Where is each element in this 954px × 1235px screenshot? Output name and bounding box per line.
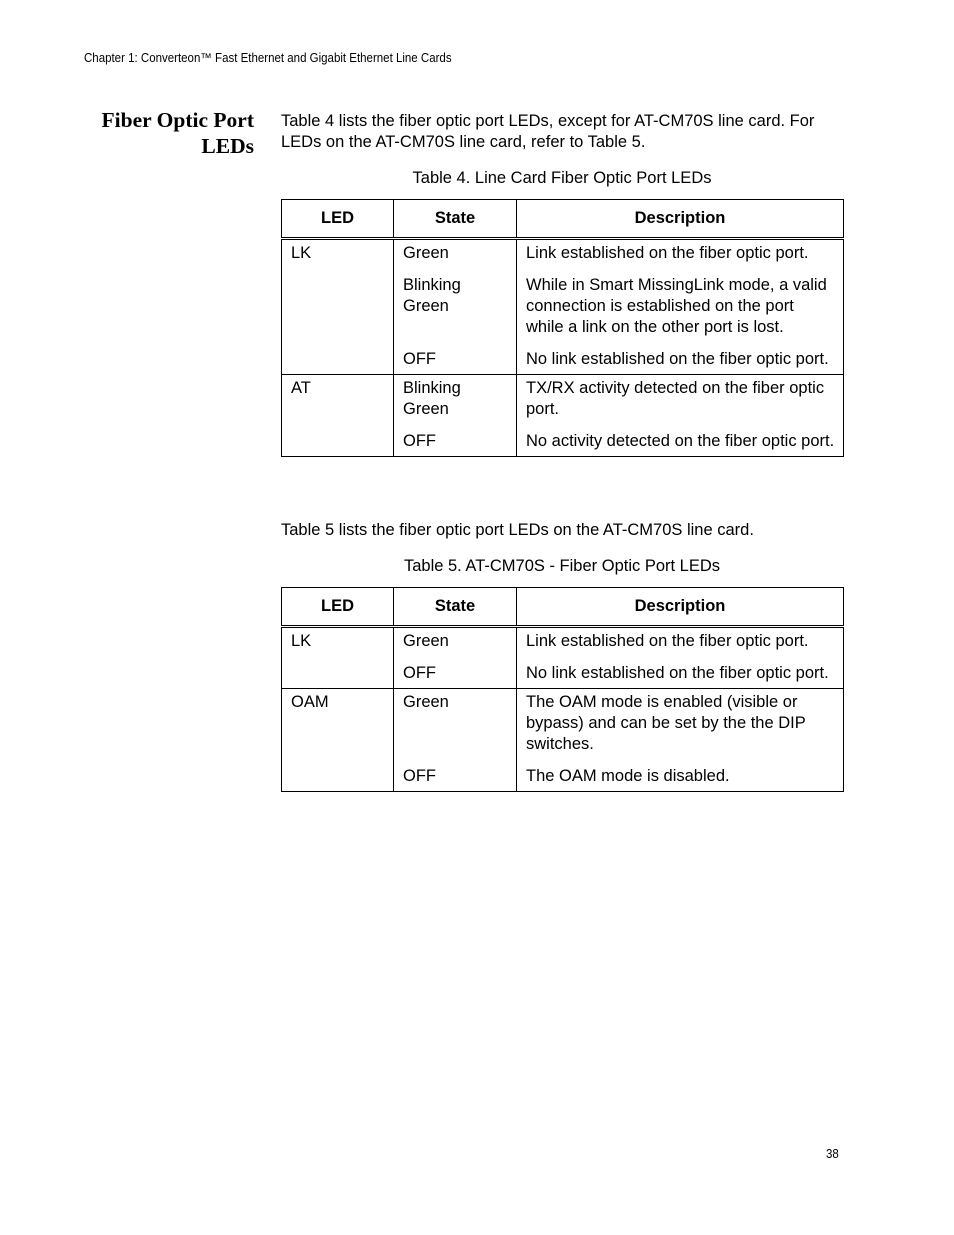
state-entry: OFF xyxy=(403,350,436,368)
state-cell xyxy=(394,375,517,457)
description-cell xyxy=(517,239,844,375)
state-entry: Green xyxy=(403,632,449,650)
section-title: Fiber Optic Port LEDs xyxy=(101,108,254,158)
description-cell xyxy=(517,627,844,689)
state-entry: Blinking Green xyxy=(403,276,461,315)
description-entry: No link established on the fiber optic port. xyxy=(526,664,829,682)
description-entry: The OAM mode is enabled (visible or bypass) and can be set by the the DIP switches. xyxy=(526,693,806,753)
column-header-state: State xyxy=(394,588,517,627)
description-entry: While in Smart MissingLink mode, a valid connection is established on the port while a link on the other port is lost. xyxy=(526,276,827,336)
description-entry: The OAM mode is disabled. xyxy=(526,767,730,785)
table5 xyxy=(281,587,844,792)
table4-caption: Table 4. Line Card Fiber Optic Port LEDs xyxy=(412,169,712,187)
table-header-row xyxy=(282,200,844,239)
state-entry: OFF xyxy=(403,664,436,682)
led-cell: OAM xyxy=(282,689,394,792)
column-header-state: State xyxy=(394,200,517,239)
state-cell xyxy=(394,627,517,689)
page-number: 38 xyxy=(826,1147,839,1161)
led-cell: LK xyxy=(282,627,394,689)
description-entry: No activity detected on the fiber optic port. xyxy=(526,432,835,450)
description-cell xyxy=(517,375,844,457)
state-cell xyxy=(394,689,517,792)
state-entry: OFF xyxy=(403,432,436,450)
running-header: Chapter 1: Converteon™ Fast Ethernet and Gigabit Ethernet Line Cards xyxy=(84,51,452,65)
state-entry: Blinking Green xyxy=(403,379,461,418)
table-header-row xyxy=(282,588,844,627)
description-entry: Link established on the fiber optic port. xyxy=(526,632,809,650)
led-cell: LK xyxy=(282,239,394,375)
description-cell xyxy=(517,689,844,792)
column-header-description: Description xyxy=(517,588,844,627)
table-row xyxy=(282,689,844,792)
intro-paragraph: Table 4 lists the fiber optic port LEDs, except for AT-CM70S line card. For LEDs on the AT-CM70S line card, refer to Table 5. xyxy=(281,112,815,151)
table5-caption: Table 5. AT-CM70S - Fiber Optic Port LEDs xyxy=(403,557,721,575)
table-row xyxy=(282,627,844,689)
description-entry: Link established on the fiber optic port. xyxy=(526,244,809,262)
state-entry: Green xyxy=(403,693,449,711)
description-entry: TX/RX activity detected on the fiber optic port. xyxy=(526,379,825,418)
state-entry: Green xyxy=(403,244,449,262)
table-row xyxy=(282,375,844,457)
led-cell: AT xyxy=(282,375,394,457)
mid-paragraph: Table 5 lists the fiber optic port LEDs on the AT-CM70S line card. xyxy=(281,521,754,539)
column-header-led: LED xyxy=(282,200,394,239)
table4 xyxy=(281,199,844,457)
state-cell xyxy=(394,239,517,375)
column-header-description: Description xyxy=(517,200,844,239)
table-row xyxy=(282,239,844,375)
state-entry: OFF xyxy=(403,767,436,785)
column-header-led: LED xyxy=(282,588,394,627)
description-entry: No link established on the fiber optic port. xyxy=(526,350,829,368)
